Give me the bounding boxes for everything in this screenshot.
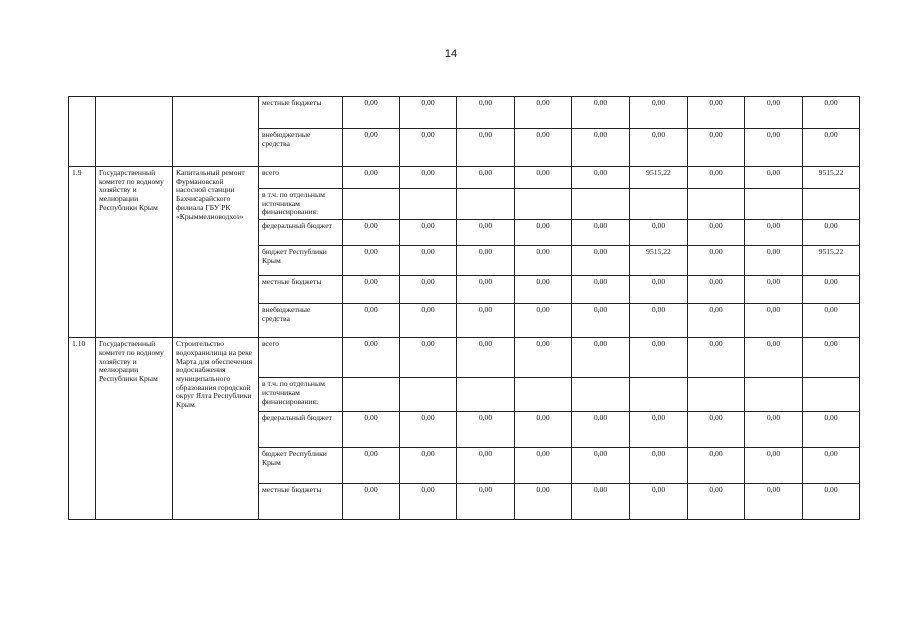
- value-cell: 0,00: [343, 220, 400, 246]
- value-cell: [457, 378, 515, 412]
- value-cell: 0,00: [803, 304, 860, 338]
- value-cell: 0,00: [400, 167, 457, 189]
- value-cell: 0,00: [745, 338, 803, 378]
- funding-source-cell: бюджет Республики Крым: [259, 246, 343, 276]
- value-cell: 0,00: [630, 448, 688, 484]
- value-cell: 0,00: [515, 412, 572, 448]
- value-cell: 0,00: [688, 276, 745, 304]
- value-cell: 0,00: [400, 304, 457, 338]
- value-cell: 0,00: [515, 276, 572, 304]
- value-cell: 9515,22: [630, 246, 688, 276]
- value-cell: [515, 378, 572, 412]
- value-cell: 0,00: [343, 246, 400, 276]
- value-cell: 0,00: [630, 304, 688, 338]
- empty-cell: [69, 97, 96, 167]
- value-cell: 0,00: [515, 167, 572, 189]
- funding-source-cell: федеральный бюджет: [259, 412, 343, 448]
- value-cell: [515, 189, 572, 220]
- value-cell: 0,00: [515, 484, 572, 520]
- value-cell: 0,00: [572, 412, 630, 448]
- value-cell: 0,00: [400, 448, 457, 484]
- value-cell: 0,00: [803, 220, 860, 246]
- value-cell: 0,00: [457, 220, 515, 246]
- value-cell: 0,00: [457, 304, 515, 338]
- value-cell: 0,00: [803, 338, 860, 378]
- value-cell: 0,00: [630, 276, 688, 304]
- value-cell: [745, 378, 803, 412]
- value-cell: 0,00: [688, 304, 745, 338]
- value-cell: 0,00: [803, 484, 860, 520]
- value-cell: 0,00: [457, 448, 515, 484]
- value-cell: 0,00: [745, 276, 803, 304]
- value-cell: 9515,22: [803, 167, 860, 189]
- value-cell: [630, 378, 688, 412]
- value-cell: 0,00: [572, 129, 630, 167]
- value-cell: 0,00: [457, 246, 515, 276]
- value-cell: 0,00: [572, 246, 630, 276]
- measure-cell: Строительство водохранилища на реке Марта для обеспечения водоснабжения муниципального образования городской округ Ялта Республики Крым: [173, 338, 259, 520]
- funding-source-cell: местные бюджеты: [259, 97, 343, 129]
- value-cell: 0,00: [515, 97, 572, 129]
- value-cell: [745, 189, 803, 220]
- value-cell: 0,00: [457, 167, 515, 189]
- value-cell: [803, 378, 860, 412]
- page-number: 14: [444, 48, 458, 60]
- value-cell: [803, 189, 860, 220]
- funding-source-cell: всего: [259, 338, 343, 378]
- value-cell: 0,00: [343, 129, 400, 167]
- value-cell: [688, 378, 745, 412]
- table-row: [69, 97, 860, 129]
- value-cell: 0,00: [803, 448, 860, 484]
- value-cell: 0,00: [803, 129, 860, 167]
- table-row: [69, 338, 860, 378]
- funding-source-cell: местные бюджеты: [259, 276, 343, 304]
- value-cell: 0,00: [630, 338, 688, 378]
- value-cell: [343, 189, 400, 220]
- value-cell: [400, 378, 457, 412]
- funding-source-cell: местные бюджеты: [259, 484, 343, 520]
- value-cell: 9515,22: [803, 246, 860, 276]
- value-cell: 0,00: [457, 97, 515, 129]
- value-cell: 0,00: [630, 484, 688, 520]
- value-cell: 9515,22: [630, 167, 688, 189]
- value-cell: 0,00: [803, 97, 860, 129]
- value-cell: 0,00: [803, 412, 860, 448]
- value-cell: 0,00: [572, 304, 630, 338]
- value-cell: 0,00: [688, 412, 745, 448]
- value-cell: 0,00: [343, 276, 400, 304]
- value-cell: 0,00: [745, 448, 803, 484]
- value-cell: 0,00: [745, 220, 803, 246]
- value-cell: [572, 378, 630, 412]
- value-cell: 0,00: [688, 97, 745, 129]
- value-cell: 0,00: [515, 338, 572, 378]
- value-cell: 0,00: [745, 412, 803, 448]
- table-row: [69, 167, 860, 189]
- value-cell: 0,00: [400, 129, 457, 167]
- value-cell: 0,00: [400, 220, 457, 246]
- funding-source-cell: бюджет Республики Крым: [259, 448, 343, 484]
- value-cell: 0,00: [688, 484, 745, 520]
- value-cell: 0,00: [515, 448, 572, 484]
- value-cell: 0,00: [745, 484, 803, 520]
- value-cell: 0,00: [745, 167, 803, 189]
- value-cell: 0,00: [343, 412, 400, 448]
- value-cell: 0,00: [343, 484, 400, 520]
- value-cell: 0,00: [343, 304, 400, 338]
- value-cell: 0,00: [457, 276, 515, 304]
- value-cell: [457, 189, 515, 220]
- value-cell: 0,00: [457, 129, 515, 167]
- value-cell: 0,00: [515, 246, 572, 276]
- value-cell: 0,00: [400, 97, 457, 129]
- value-cell: 0,00: [630, 97, 688, 129]
- value-cell: 0,00: [457, 412, 515, 448]
- value-cell: 0,00: [688, 167, 745, 189]
- value-cell: 0,00: [745, 246, 803, 276]
- value-cell: [630, 189, 688, 220]
- funding-source-cell: федеральный бюджет: [259, 220, 343, 246]
- value-cell: 0,00: [515, 220, 572, 246]
- value-cell: 0,00: [572, 484, 630, 520]
- value-cell: 0,00: [630, 129, 688, 167]
- funding-source-cell: в т.ч. по отдельным источникам финансирования:: [259, 189, 343, 220]
- value-cell: 0,00: [343, 448, 400, 484]
- funding-source-cell: внебюджетные средства: [259, 129, 343, 167]
- value-cell: 0,00: [745, 129, 803, 167]
- value-cell: 0,00: [343, 167, 400, 189]
- measure-cell: Капитальный ремонт Фурмановской насосной станции Бахчисарайского филиала ГБУ РК «Крыммелиоводхоз»: [173, 167, 259, 338]
- funding-source-cell: всего: [259, 167, 343, 189]
- funding-source-cell: внебюджетные средства: [259, 304, 343, 338]
- executor-cell: Государственный комитет по водному хозяйству и мелиорации Республики Крым: [96, 167, 173, 338]
- value-cell: 0,00: [343, 97, 400, 129]
- value-cell: 0,00: [630, 412, 688, 448]
- value-cell: [400, 189, 457, 220]
- executor-cell: Государственный комитет по водному хозяйству и мелиорации Республики Крым: [96, 338, 173, 520]
- value-cell: 0,00: [688, 129, 745, 167]
- value-cell: 0,00: [688, 220, 745, 246]
- value-cell: 0,00: [515, 129, 572, 167]
- value-cell: 0,00: [688, 448, 745, 484]
- value-cell: 0,00: [572, 97, 630, 129]
- row-index-cell: 1.10: [69, 338, 96, 520]
- budget-table: [68, 96, 860, 520]
- empty-cell: [173, 97, 259, 167]
- value-cell: 0,00: [572, 167, 630, 189]
- value-cell: 0,00: [515, 304, 572, 338]
- value-cell: 0,00: [572, 220, 630, 246]
- value-cell: 0,00: [688, 338, 745, 378]
- value-cell: [572, 189, 630, 220]
- value-cell: 0,00: [745, 304, 803, 338]
- value-cell: 0,00: [400, 338, 457, 378]
- value-cell: 0,00: [400, 246, 457, 276]
- value-cell: 0,00: [457, 338, 515, 378]
- funding-source-cell: в т.ч. по отдельным источникам финансирования:: [259, 378, 343, 412]
- value-cell: 0,00: [400, 276, 457, 304]
- value-cell: 0,00: [803, 276, 860, 304]
- value-cell: 0,00: [745, 97, 803, 129]
- value-cell: 0,00: [343, 338, 400, 378]
- value-cell: 0,00: [400, 484, 457, 520]
- value-cell: 0,00: [400, 412, 457, 448]
- value-cell: 0,00: [457, 484, 515, 520]
- empty-cell: [96, 97, 173, 167]
- value-cell: [343, 378, 400, 412]
- value-cell: 0,00: [688, 246, 745, 276]
- value-cell: 0,00: [572, 448, 630, 484]
- value-cell: [688, 189, 745, 220]
- value-cell: 0,00: [572, 276, 630, 304]
- value-cell: 0,00: [630, 220, 688, 246]
- value-cell: 0,00: [572, 338, 630, 378]
- row-index-cell: 1.9: [69, 167, 96, 338]
- table-body: [69, 97, 860, 520]
